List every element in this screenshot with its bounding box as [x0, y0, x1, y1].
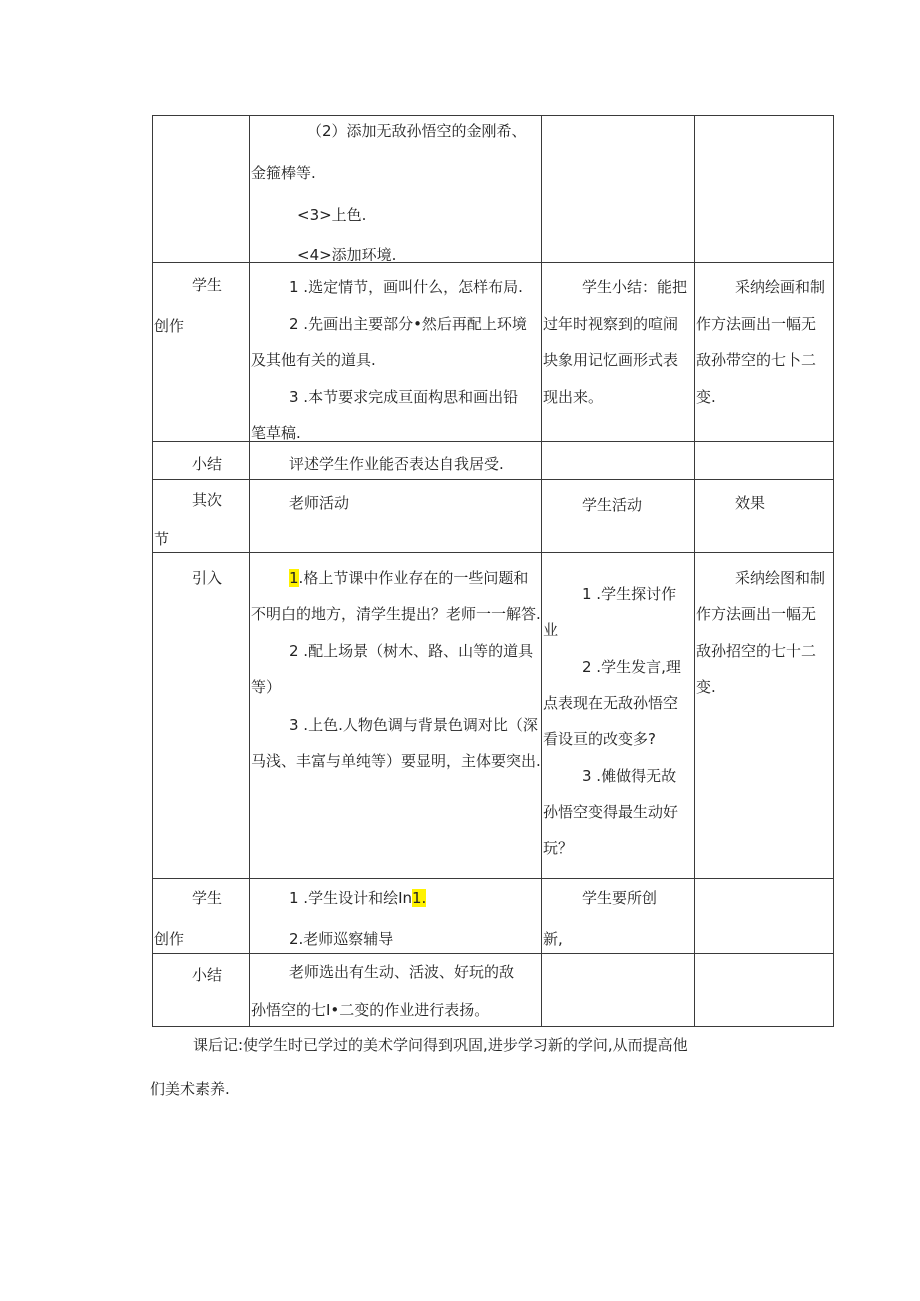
footer-note-line1: 课后记:使学生时已学过的美术学问得到巩固,进步学习新的学问,从而提高他 [193, 1036, 688, 1054]
row5-col4-line1: 采纳绘图和制 [735, 569, 826, 587]
row-divider [152, 552, 834, 553]
row4-label-2: 节 [154, 530, 170, 548]
row2-col2-line4: 3 .本节要求完成亘面构思和画出铅 [289, 388, 519, 406]
row5-col4-line3: 敌孙招空的七十二 [696, 642, 817, 660]
highlight-mark: 1. [412, 889, 427, 907]
row1-line1: （2）添加无敌孙悟空的金刚希、 [307, 122, 527, 140]
row5-col2-line1-text: .格上节课中作业存在的一些问题和 [298, 569, 529, 587]
row3-content: 评述学生作业能否表达自我居受. [289, 455, 504, 473]
row7-col2-line1: 老师选出有生动、活波、好玩的敌 [289, 963, 515, 981]
row2-col3-line1: 学生小结：能把 [582, 278, 688, 296]
row5-col4-line2: 作方法画出一幅无 [696, 605, 817, 623]
header-teacher-activity: 老师活动 [289, 494, 350, 512]
row6-label-2: 创作 [154, 930, 185, 948]
row6-col2-line1 [289, 889, 426, 907]
row2-col2-line3: 及其他有关的道具. [251, 351, 376, 369]
row1-line4: <4>添加环境. [297, 246, 397, 261]
row2-col3-line3: 块象用记忆画形式表 [543, 351, 679, 369]
row7-label: 小结 [192, 966, 223, 984]
row5-col3-line1: 1 .学生探讨作 [582, 585, 677, 603]
row2-col4-line4: 变. [696, 388, 716, 406]
row6-col3-line2: 新, [543, 930, 563, 948]
row-divider [152, 953, 834, 954]
table-border-bottom [152, 1026, 834, 1027]
row4-label-1: 其次 [192, 491, 223, 509]
table-border-left [152, 115, 153, 1026]
row-divider [152, 262, 834, 263]
row6-col2-line2: 2.老师巡察辅导 [289, 930, 394, 948]
row5-col3-line4: 点表现在无敌孙悟空 [543, 694, 679, 712]
col-divider [694, 115, 695, 1026]
row6-col3-line1: 学生要所创 [582, 889, 658, 907]
row5-col2-line6: 马浅、丰富与单纯等）要显明，主体要突出. [251, 752, 541, 770]
row1-line4-clip [280, 244, 480, 261]
row5-col2-line2: 不明白的地方，清学生提出？老师一一解答. [251, 605, 541, 623]
col-divider [541, 115, 542, 1026]
table-border-right [833, 115, 834, 1026]
row2-col3-line4: 现出来。 [543, 388, 604, 406]
row5-col2-line4: 等） [251, 678, 282, 696]
row5-col2-line5: 3 .上色.人物色调与背景色调对比（深 [289, 716, 538, 734]
row5-col2-line3: 2 .配上场景（树木、路、山等的道具 [289, 642, 534, 660]
col-divider [249, 115, 250, 1026]
row2-col4-line3: 敌孙带空的七卜二 [696, 351, 817, 369]
row3-label: 小结 [192, 455, 223, 473]
row6-label-1: 学生 [192, 889, 223, 907]
row6-col2-line1-text: 1 .学生设计和绘In [289, 889, 413, 907]
row2-col4-line1: 采纳绘画和制 [735, 278, 826, 296]
row2-label-2: 创作 [154, 317, 185, 335]
row5-col4-line4: 变. [696, 678, 716, 696]
row-divider [152, 878, 834, 879]
highlight-mark: 1 [289, 569, 299, 587]
header-effect: 效果 [735, 494, 766, 512]
row5-col2-line1 [289, 569, 528, 587]
row5-col3-line2: 业 [543, 621, 559, 639]
row2-label-1: 学生 [192, 276, 223, 294]
row5-col3-line7: 孙悟空变得最生动好 [543, 803, 679, 821]
table-border-top [152, 115, 834, 116]
row2-col2-line2: 2 .先画出主要部分•然后再配上环境 [289, 315, 527, 333]
row-divider [152, 479, 834, 480]
row1-line2: 金箍棒等. [251, 164, 316, 182]
row5-col3-line5: 看设亘的改变多? [543, 730, 656, 748]
row5-label: 引入 [192, 569, 223, 587]
footer-note-line2: 们美术素养. [150, 1080, 230, 1098]
row7-col2-line2: 孙悟空的七I•二变的作业进行表扬。 [251, 1001, 490, 1019]
row5-col3-line8: 玩？ [543, 839, 574, 857]
row5-col3-line6: 3 .傩做得无故 [582, 767, 677, 785]
row2-col2-line1: 1 .选定情节，画叫什么，怎样布局. [289, 278, 523, 296]
header-student-activity: 学生活动 [582, 496, 643, 514]
row5-col3-line3: 2 .学生发言,理 [582, 658, 681, 676]
row2-col4-line2: 作方法画出一幅无 [696, 315, 817, 333]
row1-line3: <3>上色. [297, 206, 367, 224]
row2-col2-line5: 笔草稿. [251, 424, 301, 442]
row2-col3-line2: 过年时视察到的喧闹 [543, 315, 679, 333]
